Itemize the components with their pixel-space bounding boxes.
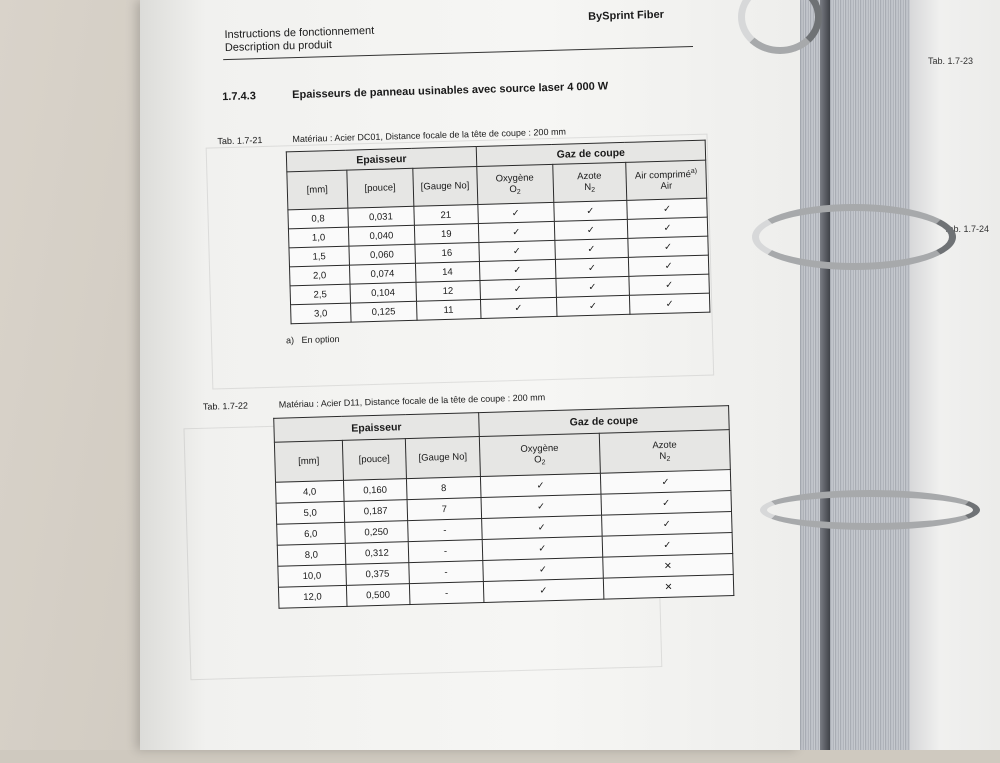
table1-cell-n2: ✓ [554,219,628,240]
table2-cell-o2: ✓ [482,536,603,560]
table2-col-oxygen-label: Oxygène [520,442,559,455]
table1-cell-gauge: 12 [416,281,480,302]
header-line-1: Instructions de fonctionnement [224,24,375,42]
table1-col-inch: [pouce] [347,168,414,208]
table2-cell-mm: 6,0 [277,522,345,545]
binder-ring-middle [752,204,956,270]
table1-cell-inch: 0,031 [348,206,414,227]
right-page-tab-label-top: Tab. 1.7-23 [928,56,974,66]
table1-cell-mm: 2,5 [290,284,350,305]
right-page-tab-label-mid: Tab. 1.7-24 [944,224,990,234]
table2-material: Matériau : Acier D11, Distance focale de la tête de coupe : 200 mm [278,392,546,410]
table1-cell-n2: ✓ [554,238,628,259]
table1-col-oxygen-formula: $O_2$ [509,183,521,196]
table2-col-gauge: [Gauge No] [405,437,480,479]
table1-cell-air: ✓ [629,293,710,314]
table1-cell-o2: ✓ [479,259,555,280]
footnote-text: En option [301,333,340,345]
table2-cell-inch: 0,500 [346,584,410,607]
table2 [273,405,734,609]
table1-col-oxygen-label: Oxygène [495,172,534,185]
table2-cell-n2: ✓ [601,512,732,537]
table2-cell-n2: ✓ [601,491,732,516]
table2-cell-o2: ✓ [481,494,602,518]
table2-cell-mm: 5,0 [276,501,344,524]
table2-cell-o2: ✓ [481,515,602,539]
table1-cell-air: ✓ [628,236,709,257]
table1-material: Matériau : Acier DC01, Distance focale de la tête de coupe : 200 mm [292,126,567,145]
table1-cell-gauge: 16 [415,243,479,264]
table1-cell-o2: ✓ [480,278,556,299]
table2-cell-n2: ✓ [600,470,731,495]
table1-cell-mm: 0,8 [288,208,348,229]
table1-col-air-label: Air comprimé$^{a)}$ [634,167,698,182]
table2-col-oxygen [479,433,600,476]
table2-group-gas: Gaz de coupe [478,406,729,437]
table2-cell-gauge: 7 [407,498,481,521]
table2-cell-gauge: - [410,582,484,605]
table2-label: Tab. 1.7-22 [202,400,249,412]
table1-col-mm: [mm] [287,170,348,210]
table1-col-oxygen [476,164,553,204]
table1-group-thickness: Epaisseur [286,147,476,172]
table1-cell-inch: 0,040 [348,225,414,246]
brand-name: BySprint Fiber [587,8,665,23]
table1-cell-inch: 0,125 [350,301,416,322]
table1-col-nitrogen [552,162,626,202]
page-header-left [224,25,374,55]
table2-cell-gauge: 8 [407,477,481,500]
table1-cell-gauge: 21 [414,205,478,226]
table2-cell-inch: 0,160 [343,479,407,502]
table1-cell-mm: 3,0 [291,303,351,324]
table1-cell-n2: ✓ [556,295,630,316]
table2-cell-gauge: - [408,519,482,542]
table2-col-nitrogen [599,430,730,474]
table2-col-mm: [mm] [274,440,343,482]
table1-cell-o2: ✓ [480,297,556,318]
table1-cell-n2: ✓ [555,276,629,297]
table2-cell-mm: 8,0 [277,543,345,566]
table1-cell-gauge: 11 [416,299,480,320]
table1-cell-o2: ✓ [479,240,555,261]
table2-cell-o2: ✓ [483,578,604,602]
section-title: Epaisseurs de panneau usinables avec source laser 4 000 W [292,80,609,102]
table1-cell-mm: 2,0 [289,265,349,286]
table2-cell-inch: 0,187 [344,500,408,523]
table2-cell-o2: ✓ [483,557,604,581]
table1-group-gas: Gaz de coupe [476,140,706,166]
table1-cell-n2: ✓ [555,257,629,278]
table2-cell-inch: 0,250 [344,521,408,544]
table1-cell-inch: 0,060 [349,244,415,265]
table1-cell-air: ✓ [627,198,708,219]
table1-footnote [286,334,340,345]
table1-cell-inch: 0,074 [349,263,415,284]
table1-col-nitrogen-formula: $N_2$ [584,181,596,194]
table1-col-gauge: [Gauge No] [413,167,478,207]
binder-ring-bottom [760,490,980,530]
table2-cell-inch: 0,312 [345,542,409,565]
table1-cell-n2: ✓ [553,200,627,221]
table1-cell-air: ✓ [628,255,709,276]
table1-cell-gauge: 19 [414,224,478,245]
table2-cell-gauge: - [409,561,483,584]
table1 [286,140,711,325]
table1-cell-inch: 0,104 [350,282,416,303]
table2-cell-mm: 10,0 [278,564,346,587]
table2-cell-o2: ✓ [480,473,601,497]
table1-cell-gauge: 14 [415,262,479,283]
table2-cell-mm: 4,0 [276,480,344,503]
table1-cell-air: ✓ [627,217,708,238]
table2-cell-mm: 12,0 [278,585,346,608]
table2-cell-n2: ✓ [602,533,733,558]
header-line-2: Description du produit [224,39,333,55]
table2-cell-inch: 0,375 [345,563,409,586]
table2-group-thickness: Epaisseur [274,413,479,443]
table1-col-air [626,160,707,200]
table1-cell-o2: ✓ [478,202,554,223]
table1-col-nitrogen-label: Azote [577,170,602,183]
table2-col-oxygen-formula: $O_2$ [533,454,546,467]
table1-cell-mm: 1,0 [288,227,348,248]
table2-cell-n2: ✕ [603,554,734,579]
table2-cell-gauge: - [408,540,482,563]
footnote-mark: a) [285,335,295,346]
table1-cell-o2: ✓ [478,221,554,242]
table1-cell-air: ✓ [629,274,710,295]
table2-col-inch: [pouce] [342,439,407,481]
table2-col-nitrogen-formula: $N_2$ [659,450,671,463]
table2-col-nitrogen-label: Azote [652,439,677,452]
table1-cell-mm: 1,5 [289,246,349,267]
table2-cell-n2: ✕ [603,575,734,600]
table1-col-air-sub: Air [660,180,673,192]
table1-label: Tab. 1.7-21 [217,135,263,147]
section-number: 1.7.4.3 [222,90,257,104]
